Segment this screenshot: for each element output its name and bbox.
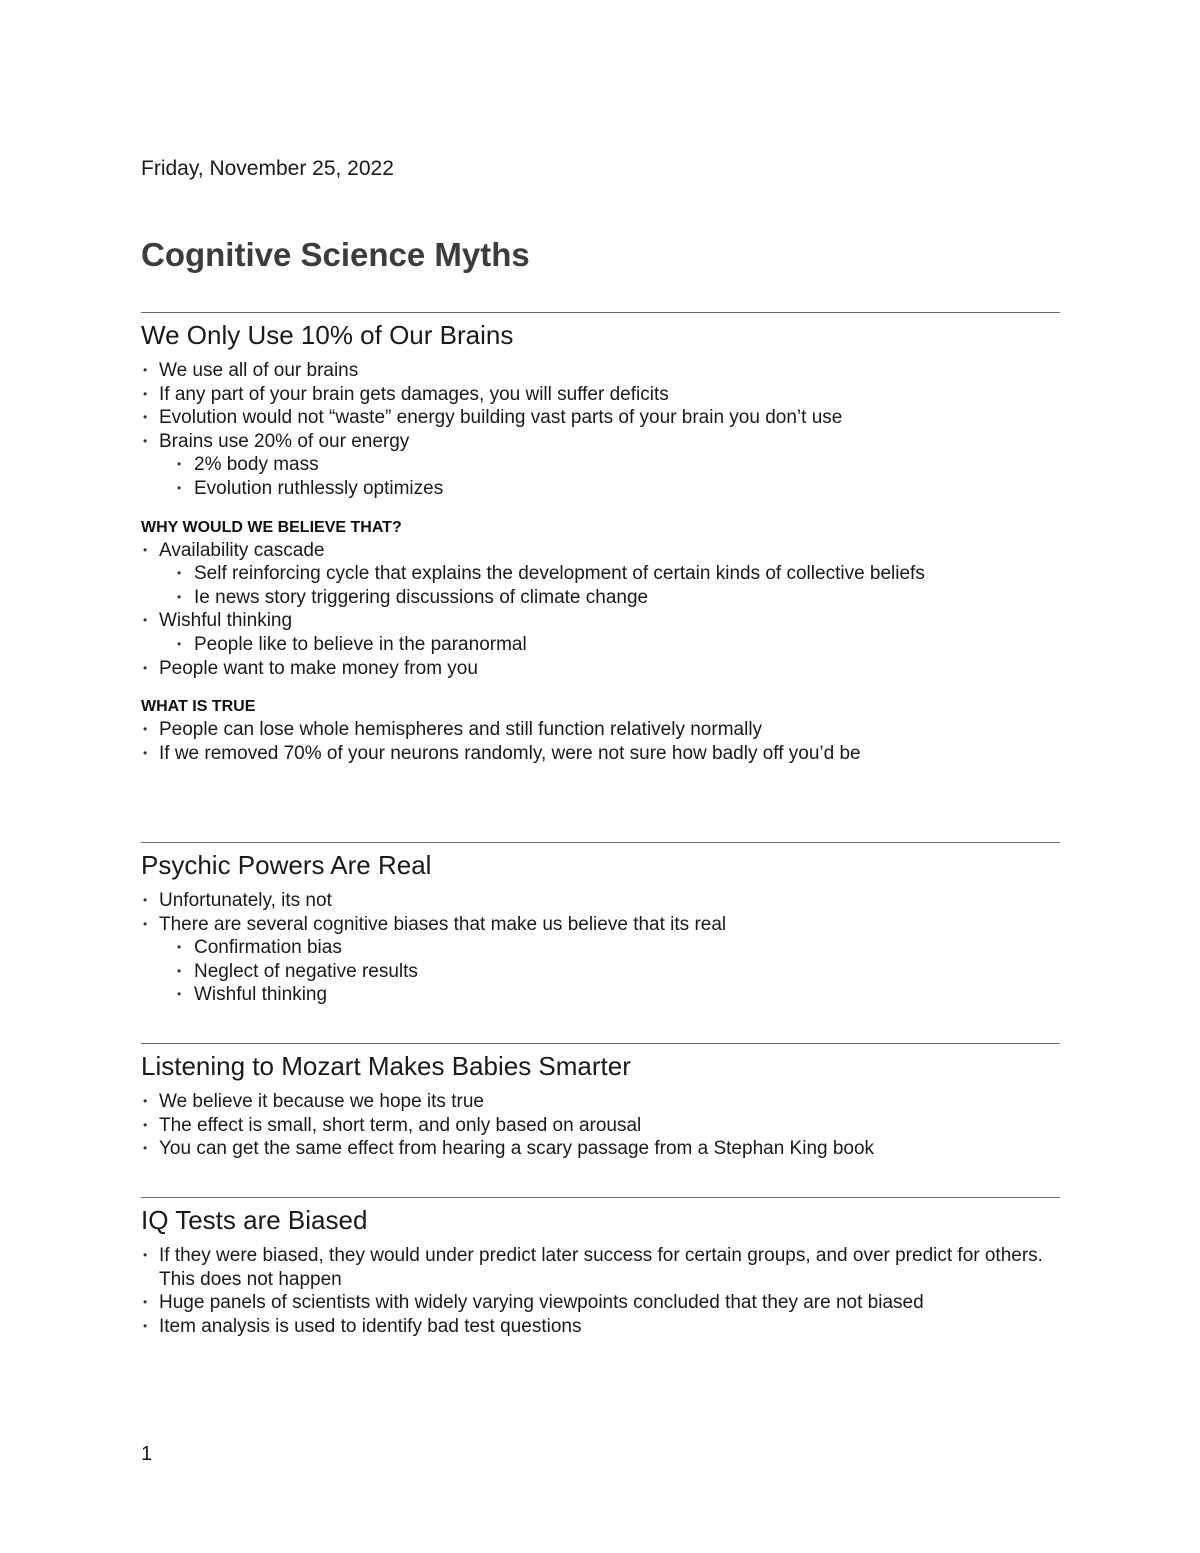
bullet-list [141,539,1060,681]
sub-list-item: • Evolution ruthlessly optimizes [141,477,1060,501]
list-item: • Huge panels of scientists with widely varying viewpoints concluded that they are not biased [141,1291,1060,1315]
bullet-list [141,359,1060,501]
list-item: • The effect is small, short term, and only based on arousal [141,1114,1060,1138]
document-page [141,0,1060,1553]
document-title: Cognitive Science Myths [141,236,530,273]
sub-list-item: • 2% body mass [141,453,1060,477]
subheading-why: WHY WOULD WE BELIEVE THAT? [141,518,402,536]
section-heading: Psychic Powers Are Real [141,850,432,880]
section-heading: Listening to Mozart Makes Babies Smarter [141,1051,631,1081]
list-item: • Unfortunately, its not [141,889,1060,913]
list-item: • If any part of your brain gets damages, you will suffer deficits [141,383,1060,407]
list-item: • We believe it because we hope its true [141,1090,1060,1114]
list-item: • People can lose whole hemispheres and still function relatively normally [141,718,1060,742]
list-item: • Item analysis is used to identify bad test questions [141,1315,1060,1339]
bullet-list [141,889,1060,1007]
bullet-list [141,718,1060,765]
note-date: Friday, November 25, 2022 [141,157,394,180]
sub-list-item: • Confirmation bias [141,936,1060,960]
section-psychic-myth [141,842,1060,1007]
list-item: • Evolution would not “waste” energy building vast parts of your brain you don’t use [141,406,1060,430]
section-brain-myth [141,312,1060,765]
sub-list-item: • Wishful thinking [141,983,1060,1007]
list-item: • Brains use 20% of our energy [141,430,1060,454]
list-item: • Availability cascade [141,539,1060,563]
sub-list-item: • Self reinforcing cycle that explains the development of certain kinds of collective beliefs [141,562,1060,586]
list-item: • If they were biased, they would under predict later success for certain groups, and over predict for others. This does not happen [141,1244,1060,1291]
list-item: • We use all of our brains [141,359,1060,383]
list-item: • People want to make money from you [141,657,1060,681]
page-number: 1 [141,1443,153,1465]
section-heading: We Only Use 10% of Our Brains [141,320,514,350]
bullet-list [141,1244,1060,1338]
list-item: • You can get the same effect from hearing a scary passage from a Stephan King book [141,1137,1060,1161]
list-item: • There are several cognitive biases that make us believe that its real [141,913,1060,937]
section-heading: IQ Tests are Biased [141,1205,368,1235]
subheading-true: WHAT IS TRUE [141,698,256,716]
list-item: • If we removed 70% of your neurons randomly, were not sure how badly off you’d be [141,742,1060,766]
section-mozart-myth [141,1043,1060,1161]
section-iq-myth [141,1197,1060,1338]
sub-list-item: • People like to believe in the paranormal [141,633,1060,657]
bullet-list [141,1090,1060,1161]
sub-list-item: • Ie news story triggering discussions of climate change [141,586,1060,610]
list-item: • Wishful thinking [141,609,1060,633]
sub-list-item: • Neglect of negative results [141,960,1060,984]
